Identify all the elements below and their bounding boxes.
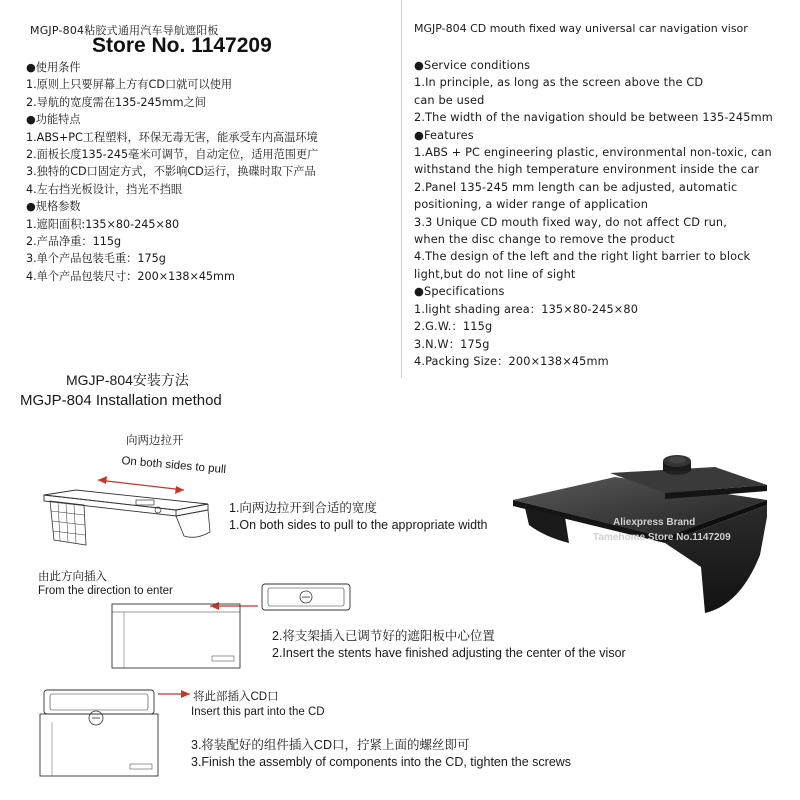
- spec-line: light,but do not line of sight: [414, 267, 576, 281]
- spec-line: ●功能特点: [26, 113, 81, 127]
- pull-label-en: On both sides to pull: [120, 455, 227, 477]
- enter-label-cn: 由此方向插入: [38, 571, 107, 583]
- spec-line: 2.The width of the navigation should be between 135-245mm: [414, 111, 773, 125]
- spec-line: 1.遮阳面积:135×80-245×80: [26, 217, 180, 231]
- step1-en: 1.On both sides to pull to the appropriate width: [229, 518, 488, 532]
- english-product-title: MGJP-804 CD mouth fixed way universal car navigation visor: [414, 22, 748, 35]
- watermark-line1: Aliexpress Brand: [613, 517, 696, 528]
- spec-line: 4.The design of the left and the right light barrier to block: [414, 250, 751, 264]
- spec-line: 4.单个产品包装尺寸：200×138×45mm: [26, 269, 235, 283]
- spec-line: ●规格参数: [26, 200, 81, 214]
- spec-line: 2.面板长度135-245毫米可调节，自动定位，适用范围更广: [26, 148, 319, 162]
- cd-label-cn: 将此部插入CD口: [193, 691, 279, 703]
- step2-cn: 2.将支架插入已调节好的遮阳板中心位置: [272, 629, 495, 643]
- spec-line: 4.左右挡光板设计，挡光不挡眼: [26, 182, 183, 196]
- spec-line: 1.ABS+PC工程塑料，环保无毒无害，能承受车内高温环境: [26, 130, 318, 144]
- visor-pull-diagram: [36, 470, 226, 555]
- spec-line: ●Features: [414, 128, 474, 142]
- spec-line: 1.ABS + PC engineering plastic, environmental non-toxic, can: [414, 146, 772, 160]
- spec-line: ●使用条件: [26, 61, 81, 74]
- chinese-product-title: MGJP-804粘胶式通用汽车导航遮阳板: [30, 24, 219, 37]
- spec-line: 3.单个产品包装毛重：175g: [26, 252, 166, 266]
- spec-line: 3.独特的CD口固定方式，不影响CD运行，换碟时取下产品: [26, 165, 316, 179]
- spec-line: 4.Packing Size：200×138×45mm: [414, 354, 609, 368]
- spec-line: ●Service conditions: [414, 59, 531, 72]
- spec-line: 2.Panel 135-245 mm length can be adjusted, automatic: [414, 180, 738, 194]
- step3-en: 3.Finish the assembly of components into the CD, tighten the screws: [191, 755, 572, 769]
- cd-label-en: Insert this part into the CD: [191, 706, 325, 718]
- step2-en: 2.Insert the stents have finished adjusting the center of the visor: [272, 646, 626, 660]
- step1-cn: 1.向两边拉开到合适的宽度: [229, 501, 377, 515]
- enter-label-en: From the direction to enter: [38, 585, 173, 597]
- cd-insert-diagram: [30, 684, 200, 784]
- store-number-banner: Store No. 1147209: [92, 34, 272, 57]
- spec-line: positioning, a wider range of application: [414, 198, 649, 212]
- spec-line: 1.In principle, as long as the screen above the CD: [414, 76, 704, 90]
- spec-line: 3.3 Unique CD mouth fixed way, do not affect CD run,: [414, 215, 727, 229]
- step3-cn: 3.将装配好的组件插入CD口，拧紧上面的螺丝即可: [191, 738, 470, 752]
- spec-line: when the disc change to remove the product: [414, 233, 675, 247]
- spec-line: 2.G.W.：115g: [414, 320, 493, 334]
- spec-line: 2.导航的宽度需在135-245mm之间: [26, 95, 206, 109]
- spec-line: 1.原则上只要屏幕上方有CD口就可以使用: [26, 78, 233, 92]
- spec-line: withstand the high temperature environment inside the car: [414, 163, 760, 177]
- spec-line: can be used: [414, 93, 485, 107]
- watermark-line2: Tamehome Store No.1147209: [593, 532, 731, 543]
- installation-title-cn: MGJP-804安装方法: [66, 372, 189, 388]
- pull-label-cn: 向两边拉开: [126, 435, 184, 447]
- installation-title-en: MGJP-804 Installation method: [20, 392, 222, 409]
- spec-line: 1.light shading area：135×80-245×80: [414, 302, 639, 316]
- chinese-spec-list: [26, 59, 396, 285]
- spec-line: ●Specifications: [414, 285, 505, 299]
- english-spec-list: [414, 57, 799, 370]
- column-divider: [401, 0, 402, 378]
- spec-line: 3.N.W：175g: [414, 337, 490, 351]
- spec-line: 2.产品净重：115g: [26, 235, 122, 249]
